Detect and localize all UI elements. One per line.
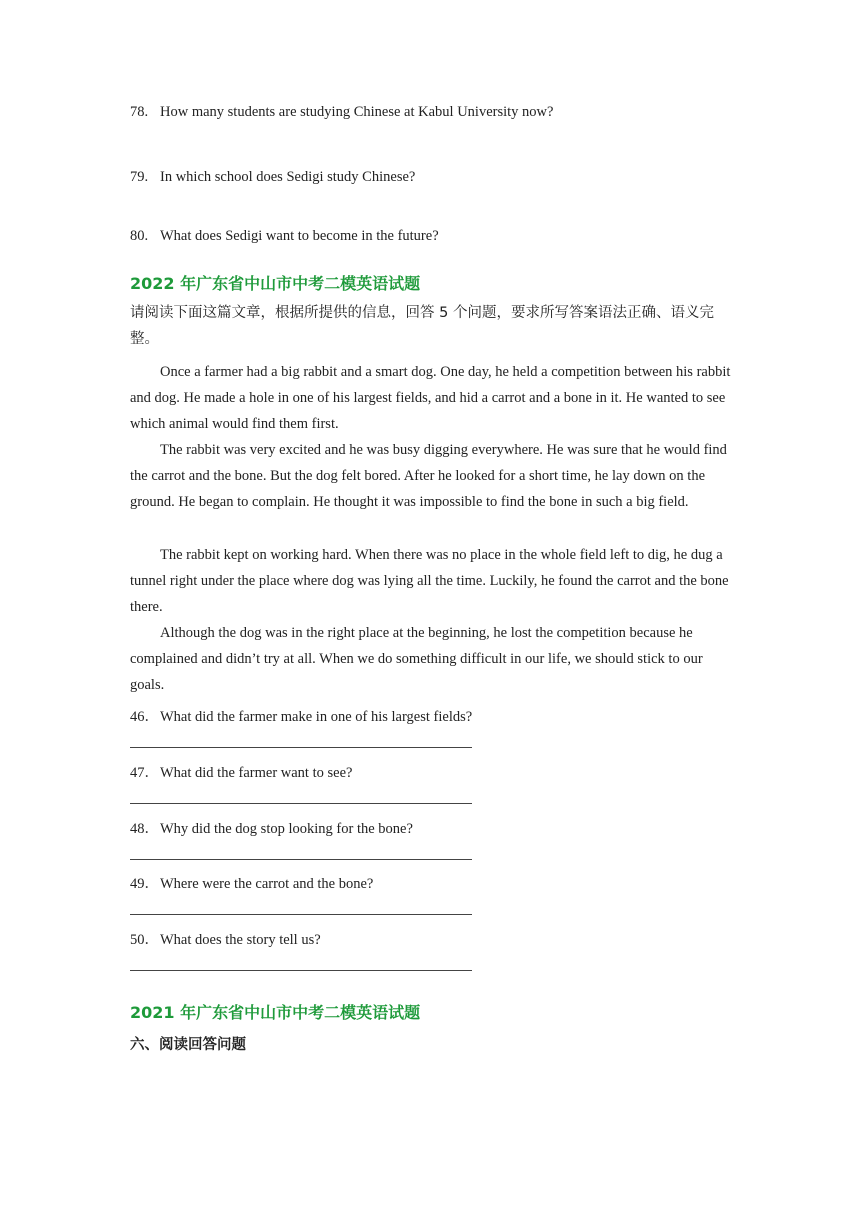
section-title-2021: 2021 年广东省中山市中考二模英语试题 (130, 1003, 421, 1022)
question-number: 50． (130, 932, 159, 948)
passage-paragraph-3: The rabbit kept on working hard. When there was no place in the whole field left to dig, he dug a tunnel right under the place where dog was lying all the time. Luckily, he found the carrot and the bone there. (130, 547, 729, 616)
question-number: 47． (130, 765, 159, 781)
question-text: What does the story tell us? (160, 932, 321, 948)
section-title-2022: 2022 年广东省中山市中考二模英语试题 (130, 274, 421, 293)
section-subheading: 六、阅读回答问题 (130, 1037, 246, 1053)
question-text: Where were the carrot and the bone? (160, 876, 374, 892)
question-48 (130, 817, 413, 838)
question-text: What did the farmer want to see? (160, 765, 353, 781)
answer-line[interactable] (130, 914, 472, 915)
answer-line[interactable] (130, 747, 472, 748)
instructions: 请阅读下面这篇文章，根据所提供的信息，回答 5 个问题，要求所写答案语法正确、语义完整。 (130, 305, 714, 347)
question-text: What did the farmer make in one of his largest fields? (160, 709, 473, 725)
question-79 (130, 169, 415, 186)
question-78 (130, 104, 553, 121)
answer-line[interactable] (130, 803, 472, 804)
question-number: 49． (130, 876, 159, 892)
question-text: In which school does Sedigi study Chinese? (160, 169, 416, 185)
passage-paragraph-4: Although the dog was in the right place at the beginning, he lost the competition because he complained and didn’t try at all. When we do something difficult in our life, we should stick to our goals. (130, 625, 703, 694)
answer-line[interactable] (130, 859, 472, 860)
question-text: Why did the dog stop looking for the bone? (160, 821, 413, 837)
question-number: 48． (130, 821, 159, 837)
question-text: What does Sedigi want to become in the future? (160, 228, 439, 244)
question-47 (130, 761, 352, 782)
passage-paragraph-1: Once a farmer had a big rabbit and a smart dog. One day, he held a competition between his rabbit and dog. He made a hole in one of his largest fields, and hid a carrot and a bone in it. He wanted to see which animal would find them first. (130, 364, 731, 433)
question-text: How many students are studying Chinese at Kabul University now? (160, 104, 554, 120)
answer-line[interactable] (130, 970, 472, 971)
question-number: 78. (130, 104, 149, 120)
question-number: 80. (130, 228, 149, 244)
question-80 (130, 228, 439, 245)
question-46 (130, 705, 472, 726)
passage-paragraph-2: The rabbit was very excited and he was busy digging everywhere. He was sure that he would find the carrot and the bone. But the dog felt bored. After he looked for a short time, he lay down on the ground. He began to complain. He thought it was impossible to find the bone in such a big field. (130, 442, 727, 511)
question-number: 79. (130, 169, 149, 185)
question-49 (130, 872, 373, 893)
question-number: 46． (130, 709, 159, 725)
question-50 (130, 928, 321, 949)
